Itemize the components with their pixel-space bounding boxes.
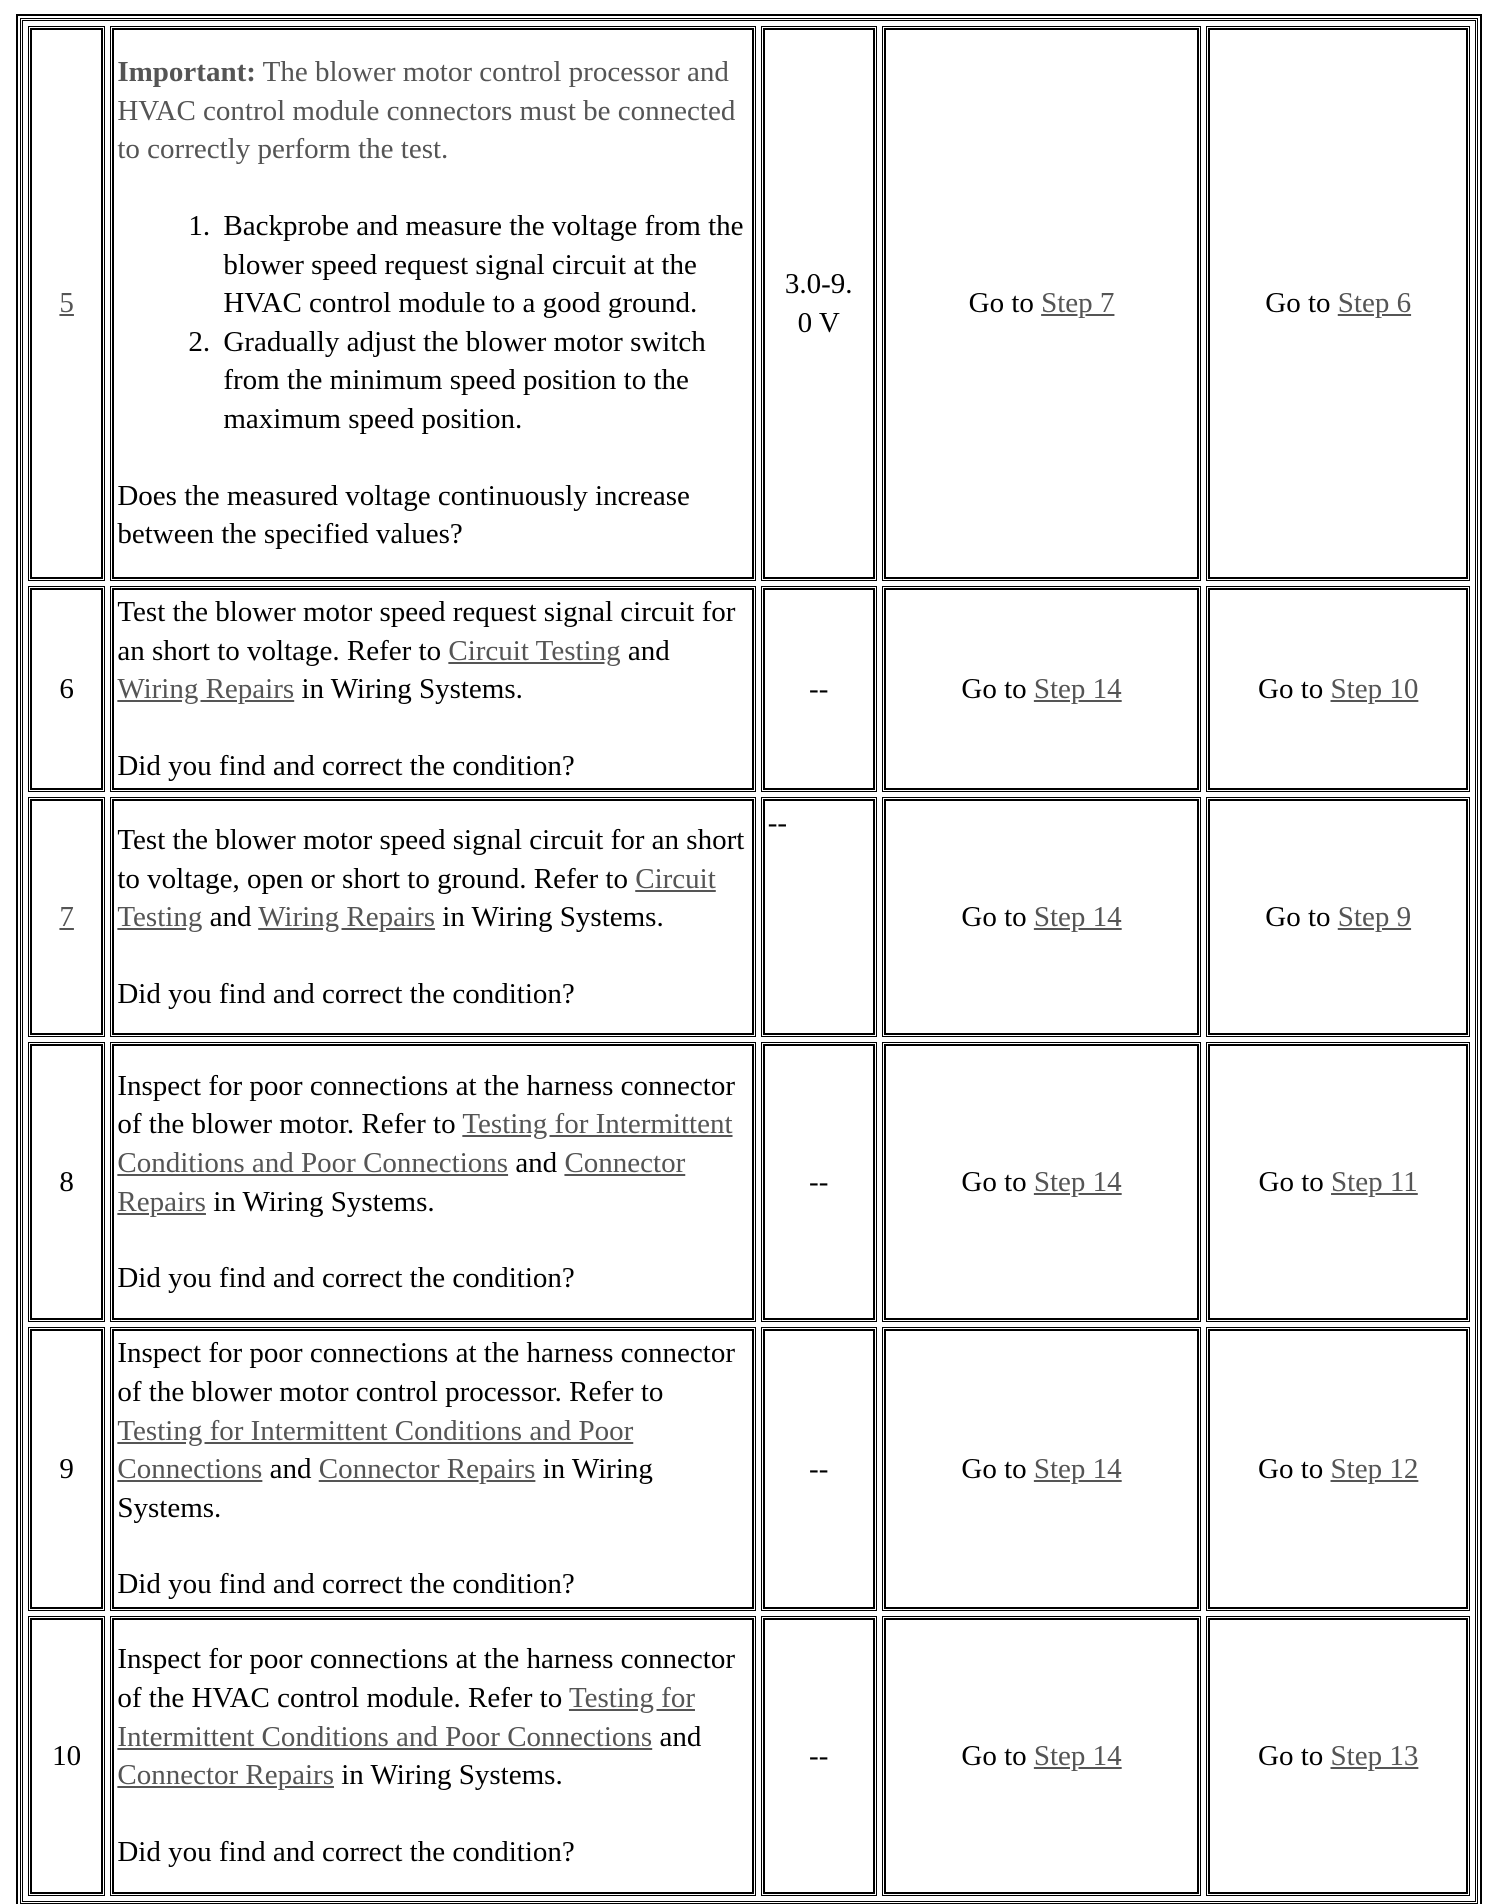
step-number: 10 [52, 1739, 82, 1772]
action-text-part: and [652, 1720, 702, 1753]
action-text-part: and [262, 1453, 319, 1486]
yes-cell [882, 1042, 1202, 1322]
action-text-part: in Wiring Systems. [117, 1453, 653, 1524]
testing-intermittent-link[interactable]: Testing for Intermittent Conditions and Poor Connections [117, 1108, 733, 1180]
question-text: Did you find and correct the condition? [117, 977, 575, 1010]
no-cell [1206, 1616, 1470, 1896]
table-row [28, 1616, 1470, 1896]
no-step-link[interactable]: Step 11 [1331, 1166, 1418, 1199]
important-label: Important: [117, 56, 256, 89]
go-to-text: Go to [961, 901, 1034, 934]
step-number: 8 [59, 1166, 74, 1199]
value-text: -- [809, 672, 829, 705]
action-text-part: in Wiring Systems. [205, 1185, 435, 1218]
action-cell [110, 1327, 755, 1611]
no-cell [1206, 586, 1470, 792]
value-text: 3.0-9.0 V [784, 267, 853, 339]
action-text-part: and [202, 901, 259, 934]
connector-repairs-link[interactable]: Connector Repairs [318, 1453, 536, 1486]
yes-cell [882, 1616, 1202, 1896]
no-step-link[interactable]: Step 12 [1330, 1452, 1419, 1485]
action-text-part: in Wiring Systems. [294, 673, 523, 706]
action-text-part: in Wiring Systems. [435, 901, 664, 934]
yes-step-link[interactable]: Step 14 [1033, 1166, 1122, 1199]
circuit-testing-link[interactable]: Circuit Testing [117, 862, 716, 934]
yes-cell [882, 586, 1202, 792]
important-text: The blower motor control processor and HVAC control module connectors must be connected to correctly perform the test. [117, 56, 736, 166]
no-cell [1206, 797, 1470, 1037]
question-text: Did you find and correct the condition? [117, 1262, 575, 1295]
step-number-cell [28, 586, 105, 792]
value-cell [761, 797, 877, 1037]
go-to-text: Go to [1258, 1452, 1331, 1485]
wiring-repairs-link[interactable]: Wiring Repairs [117, 673, 295, 706]
action-text-part: and [620, 634, 670, 667]
yes-step-link[interactable]: Step 14 [1033, 1739, 1122, 1772]
yes-cell [882, 26, 1202, 581]
go-to-text: Go to [961, 672, 1034, 705]
no-cell [1206, 26, 1470, 581]
action-cell [110, 586, 755, 792]
no-cell [1206, 1327, 1470, 1611]
value-cell [761, 26, 877, 581]
action-cell [110, 1042, 755, 1322]
important-note [117, 53, 748, 169]
question-text: Does the measured voltage continuously increase between the specified values? [117, 479, 690, 551]
step-number: 9 [59, 1452, 74, 1485]
question-text: Did you find and correct the condition? [117, 1835, 575, 1868]
go-to-text: Go to [968, 287, 1042, 320]
no-step-link[interactable]: Step 13 [1330, 1739, 1419, 1772]
go-to-text: Go to [1265, 287, 1338, 320]
no-step-link[interactable]: Step 6 [1337, 287, 1412, 320]
table-row [28, 797, 1470, 1037]
no-step-link[interactable]: Step 10 [1330, 672, 1419, 705]
action-text-part: Inspect for poor connections at the harness connector of the blower motor. Refer to [117, 1069, 735, 1141]
action-text-part: Test the blower motor speed request signal circuit for an short to voltage. Refer to [117, 596, 736, 667]
action-text-part: in Wiring Systems. [334, 1759, 563, 1792]
yes-step-link[interactable]: Step 14 [1033, 901, 1122, 934]
no-step-link[interactable]: Step 9 [1337, 901, 1412, 934]
go-to-text: Go to [1258, 1166, 1332, 1199]
value-cell [761, 1327, 877, 1611]
go-to-text: Go to [1258, 672, 1331, 705]
yes-step-link[interactable]: Step 14 [1033, 672, 1122, 705]
step-number-cell [28, 1616, 105, 1896]
yes-cell [882, 797, 1202, 1037]
value-text: -- [809, 1166, 829, 1199]
step-number-cell [28, 1042, 105, 1322]
value-text: -- [809, 1739, 829, 1772]
action-text [117, 1067, 748, 1221]
action-text-part: Inspect for poor connections at the harness connector of the HVAC control module. Refer to [117, 1643, 735, 1715]
action-text [117, 1640, 748, 1794]
no-cell [1206, 1042, 1470, 1322]
table-row [28, 1327, 1470, 1611]
step-number-cell [28, 797, 105, 1037]
testing-intermittent-link[interactable]: Testing for Intermittent Conditions and Poor Connections [117, 1682, 695, 1753]
action-cell [110, 1616, 755, 1896]
go-to-text: Go to [961, 1452, 1034, 1485]
action-cell [110, 797, 755, 1037]
go-to-text: Go to [961, 1166, 1034, 1199]
action-text [117, 821, 748, 937]
step-number-link[interactable]: 5 [59, 287, 74, 320]
table-row [28, 26, 1470, 581]
go-to-text: Go to [1265, 901, 1338, 934]
action-cell [110, 26, 755, 581]
step-number: 6 [59, 672, 74, 705]
yes-cell [882, 1327, 1202, 1611]
circuit-testing-link[interactable]: Circuit Testing [448, 634, 621, 667]
connector-repairs-link[interactable]: Connector Repairs [117, 1759, 334, 1792]
action-text-part: Test the blower motor speed signal circuit for an short to voltage, open or short to ground. Refer to [117, 824, 745, 895]
list-item: 2. Gradually adjust the blower motor switch from the minimum speed position to the maximum speed position. [217, 323, 748, 439]
connector-repairs-link[interactable]: Connector Repairs [117, 1147, 686, 1218]
action-text [117, 1334, 748, 1527]
value-text: -- [809, 1452, 829, 1485]
question-text: Did you find and correct the condition? [117, 749, 575, 782]
action-text [117, 593, 748, 709]
question-text: Did you find and correct the condition? [117, 1568, 575, 1601]
instruction-list [117, 207, 748, 439]
diagnostic-steps-table [20, 18, 1478, 1904]
value-cell [761, 586, 877, 792]
value-cell [761, 1616, 877, 1896]
table-row [28, 586, 1470, 792]
value-cell [761, 1042, 877, 1322]
list-item: 1. Backprobe and measure the voltage from the blower speed request signal circuit at the HVAC control module to a good ground. [217, 207, 748, 323]
table-row [28, 1042, 1470, 1322]
value-text: -- [767, 807, 788, 840]
step-number-cell [28, 1327, 105, 1611]
yes-step-link[interactable]: Step 7 [1041, 287, 1115, 320]
action-text-part: Inspect for poor connections at the harness connector of the blower motor control processor. Refer to [117, 1337, 735, 1408]
testing-intermittent-link[interactable]: Testing for Intermittent Conditions and Poor Connections [117, 1414, 634, 1486]
action-text-part: and [508, 1147, 565, 1180]
go-to-text: Go to [961, 1739, 1034, 1772]
yes-step-link[interactable]: Step 14 [1033, 1452, 1122, 1485]
wiring-repairs-link[interactable]: Wiring Repairs [258, 901, 436, 934]
go-to-text: Go to [1258, 1739, 1331, 1772]
step-number-cell [28, 26, 105, 581]
step-number-link[interactable]: 7 [59, 901, 74, 934]
